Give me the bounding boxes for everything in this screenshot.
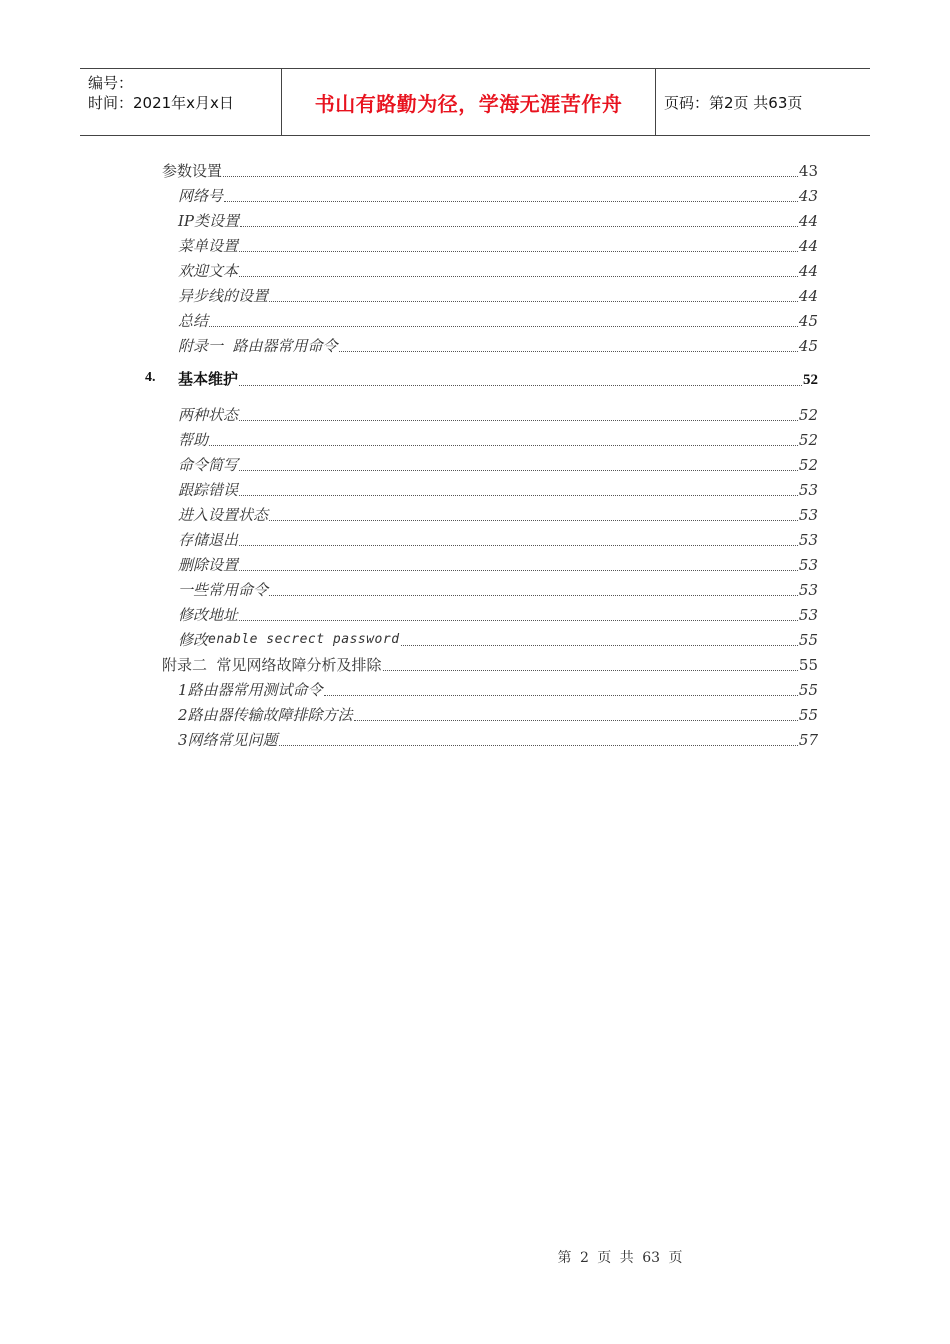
toc-entry-label: 跟踪错误	[178, 481, 239, 499]
toc-entry-label: 两种状态	[178, 406, 239, 424]
toc-entry-label: 3网络常见问题	[178, 731, 278, 749]
toc-entry-summary[interactable]	[178, 309, 818, 331]
toc-entry-page: 53	[798, 556, 818, 574]
toc-entry-help[interactable]	[178, 428, 818, 450]
toc-entry-label-code: enable secrect password	[208, 632, 400, 647]
toc-entry-label: 网络号	[178, 187, 224, 205]
toc-leader-dots	[239, 619, 798, 621]
toc-entry-page: 52	[798, 406, 818, 424]
toc-entry-label: 参数设置	[162, 162, 223, 180]
toc-entry-menu[interactable]	[178, 234, 818, 256]
toc-entry-label: 附录二 常见网络故障分析及排除	[162, 656, 382, 674]
toc-entry-page: 53	[798, 531, 818, 549]
toc-entry-page: 44	[798, 212, 818, 230]
toc-entry-page: 55	[798, 681, 818, 699]
toc-leader-dots	[239, 569, 798, 571]
toc-leader-dots	[209, 444, 798, 446]
toc-leader-dots	[383, 669, 798, 671]
toc-entry-router-transport[interactable]	[178, 703, 818, 725]
toc-entry-page: 57	[798, 731, 818, 749]
toc-leader-dots	[269, 519, 798, 521]
toc-leader-dots	[239, 250, 798, 252]
toc-entry-ip-class[interactable]	[178, 209, 818, 231]
toc-entry-label: 帮助	[178, 431, 209, 449]
document-number-label: 编号：	[88, 74, 134, 92]
toc-entry-label: 1路由器常用测试命令	[178, 681, 323, 699]
toc-entry-label: 删除设置	[178, 556, 239, 574]
toc-entry-label: 欢迎文本	[178, 262, 239, 280]
document-date: 时间：2021年x月x日	[88, 94, 234, 112]
toc-entry-page: 45	[798, 312, 818, 330]
toc-entry-label: 进入设置状态	[178, 506, 269, 524]
toc-leader-dots	[223, 175, 798, 177]
toc-leader-dots	[269, 300, 798, 302]
toc-entry-page: 45	[798, 337, 818, 355]
toc-entry-label: 一些常用命令	[178, 581, 269, 599]
toc-leader-dots	[239, 544, 798, 546]
toc-entry-label: 菜单设置	[178, 237, 239, 255]
toc-entry-label: 总结	[178, 312, 209, 330]
toc-entry-page: 53	[798, 506, 818, 524]
toc-leader-dots	[339, 350, 798, 352]
page-header	[80, 68, 870, 136]
toc-entry-appendix-1[interactable]	[178, 334, 818, 356]
toc-leader-dots	[354, 719, 798, 721]
header-page-info: 页码：第2页 共63页	[664, 93, 803, 112]
toc-entry-page: 44	[798, 262, 818, 280]
toc-leader-dots	[240, 225, 798, 227]
header-motto: 书山有路勤为径，学海无涯苦作舟	[281, 69, 656, 135]
toc-entry-label: 异步线的设置	[178, 287, 269, 305]
toc-entry-welcome[interactable]	[178, 259, 818, 281]
toc-entry-enable-secret[interactable]	[178, 628, 818, 650]
toc-chapter-number: 4.	[145, 370, 156, 385]
toc-leader-dots	[239, 419, 798, 421]
toc-entry-page: 52	[803, 372, 818, 388]
toc-entry-params[interactable]	[162, 159, 818, 181]
toc-entry-label: 附录一 路由器常用命令	[178, 337, 338, 355]
toc-entry-appendix-2[interactable]	[162, 653, 818, 675]
toc-entry-label: 基本维护	[178, 372, 239, 388]
toc-entry-page: 44	[798, 237, 818, 255]
toc-entry-page: 52	[798, 431, 818, 449]
toc-leader-dots	[401, 644, 798, 646]
toc-leader-dots	[279, 744, 798, 746]
toc-entry-label: 存储退出	[178, 531, 239, 549]
toc-entry-async[interactable]	[178, 284, 818, 306]
toc-entry-shorthand[interactable]	[178, 453, 818, 475]
toc-entry-page: 53	[798, 481, 818, 499]
toc-entry-enter-config[interactable]	[178, 503, 818, 525]
toc-entry-two-states[interactable]	[178, 403, 818, 425]
toc-entry-label-prefix: 修改	[178, 631, 209, 649]
toc-leader-dots	[239, 384, 802, 386]
toc-entry-modify-address[interactable]	[178, 603, 818, 625]
toc-entry-page: 44	[798, 287, 818, 305]
toc-entry-label: 修改地址	[178, 606, 239, 624]
toc-leader-dots	[239, 494, 798, 496]
toc-leader-dots	[224, 200, 798, 202]
toc-entry-page: 53	[798, 581, 818, 599]
toc-entry-common-commands[interactable]	[178, 578, 818, 600]
toc-leader-dots	[239, 275, 798, 277]
toc-entry-page: 52	[798, 456, 818, 474]
toc-entry-page: 55	[798, 656, 818, 674]
toc-entry-page: 53	[798, 606, 818, 624]
toc-entry-label: 命令简写	[178, 456, 239, 474]
toc-leader-dots	[239, 469, 798, 471]
toc-entry-delete-config[interactable]	[178, 553, 818, 575]
toc-leader-dots	[324, 694, 798, 696]
page-footer: 第 2 页 共 63 页	[557, 1250, 683, 1266]
toc-entry-label: 2路由器传输故障排除方法	[178, 706, 353, 724]
toc-entry-network-faq[interactable]	[178, 728, 818, 750]
toc-entry-page: 43	[798, 187, 818, 205]
toc-entry-router-test[interactable]	[178, 678, 818, 700]
toc-entry-save-exit[interactable]	[178, 528, 818, 550]
header-meta	[88, 73, 234, 113]
toc-entry-page: 43	[798, 162, 818, 180]
toc-entry-network[interactable]	[178, 184, 818, 206]
toc-entry-page: 55	[798, 631, 818, 649]
toc-leader-dots	[269, 594, 798, 596]
toc-entry-chapter-4[interactable]	[178, 368, 818, 390]
toc-entry-label: IP类设置	[178, 212, 240, 230]
toc-leader-dots	[209, 325, 798, 327]
toc-entry-trace-errors[interactable]	[178, 478, 818, 500]
toc-entry-page: 55	[798, 706, 818, 724]
